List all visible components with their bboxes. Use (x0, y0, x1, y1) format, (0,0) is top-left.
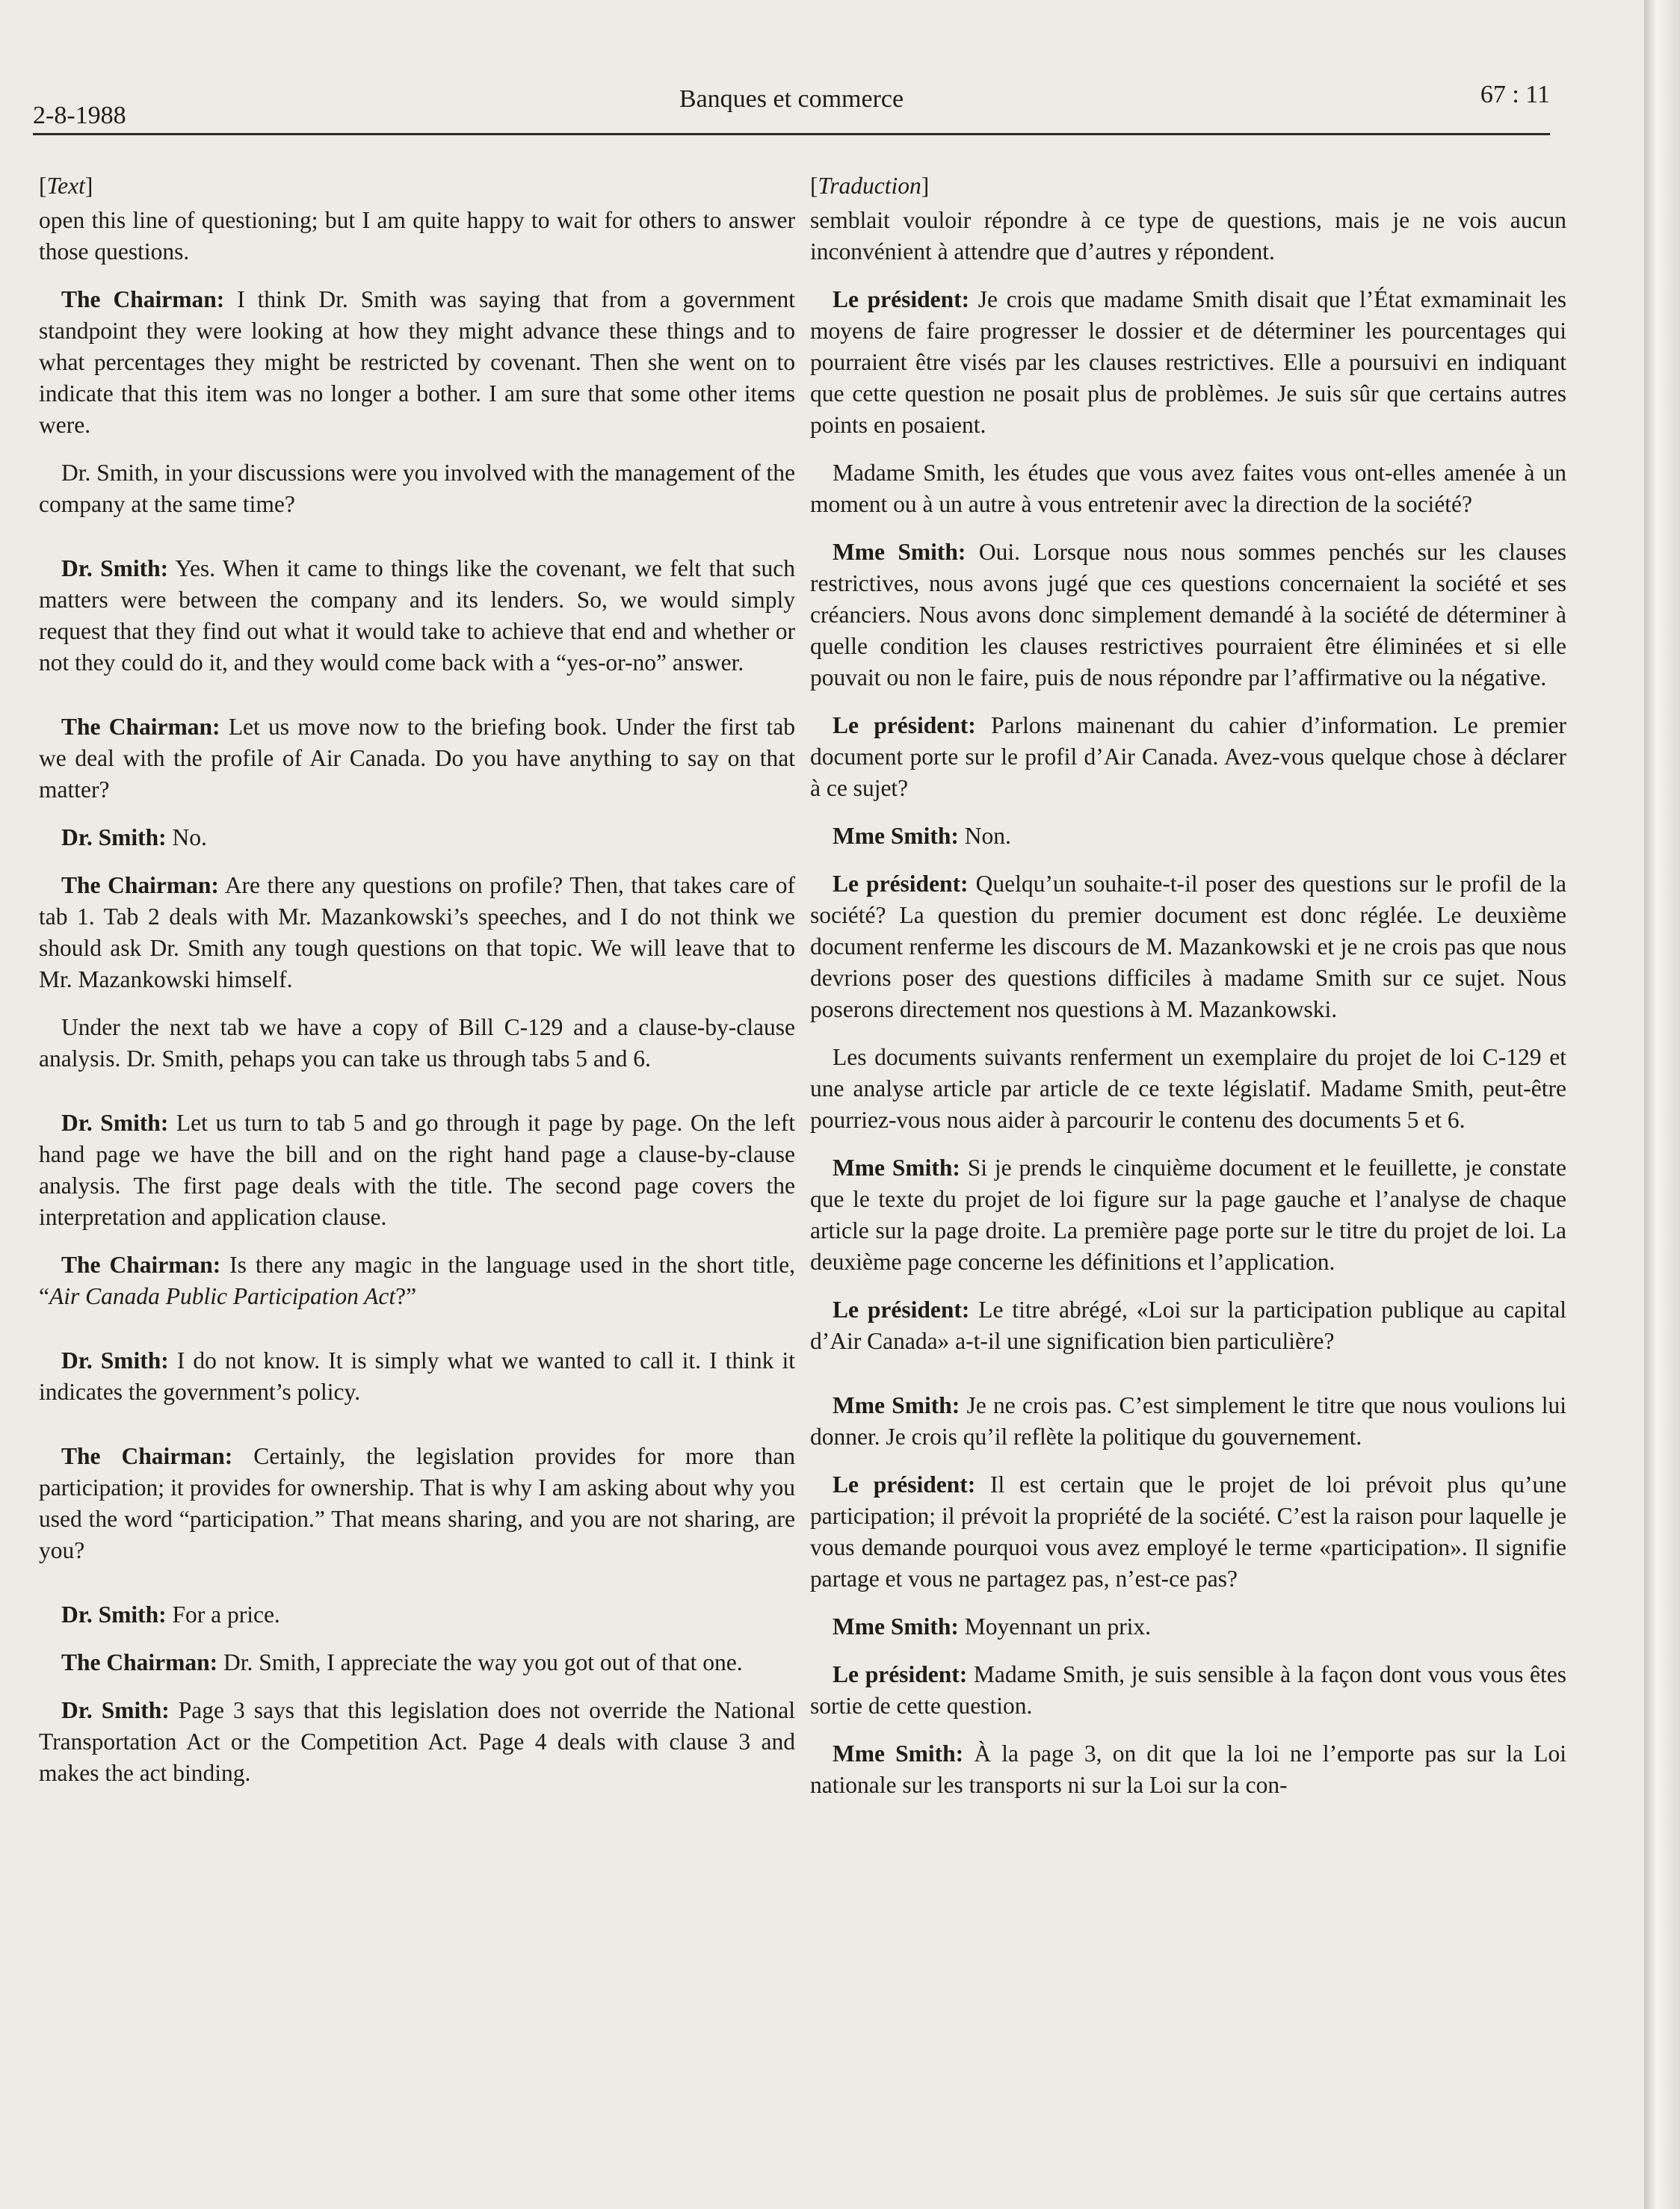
header-page-number: 67 : 11 (1480, 81, 1550, 108)
paragraph: Le président: Il est certain que le projet de loi prévoit plus qu’une participation; il prévoit la propriété de la société. C’est la raison pour laquelle je vous demande pourquoi vous avez employé le terme «participation». Il signifie partage et vous ne partagez pas, n’est-ce pas? (810, 1471, 1567, 1592)
speaker-label: Le président: (833, 712, 976, 738)
speaker-label: Mme Smith: (833, 823, 959, 849)
paragraph: Dr. Smith: For a price. (61, 1601, 280, 1628)
paragraph: Madame Smith, les études que vous avez faites vous ont-elles amenée à un moment ou à un autre à vous entretenir avec la direction de la société? (810, 460, 1566, 517)
header-title: Banques et commerce (679, 85, 904, 113)
paragraph: Dr. Smith: Yes. When it came to things like the covenant, we felt that such matters were between the company and its lenders. So, we would simply request that they find out what it would take to achieve that end and whether or not they could do it, and they would come back with a “yes-or-no” answer. (39, 555, 795, 676)
paragraph: Dr. Smith: No. (61, 824, 207, 850)
paragraph: Dr. Smith: Let us turn to tab 5 and go through it page by page. On the left hand page we have the bill and on the right hand page a clause-by-clause analysis. The first page deals with the title. The second page covers the interpretation and application clause. (39, 1110, 795, 1230)
speaker-label: Le président: (833, 1471, 976, 1498)
paragraph: Mme Smith: Si je prends le cinquième document et le feuillette, je constate que le texte du projet de loi figure sur la page gauche et l’analyse de chaque article sur la page droite. La première page porte sur le titre du projet de loi. La deuxième page concerne les définitions et l’application. (810, 1155, 1566, 1275)
header-date: 2-8-1988 (33, 102, 126, 129)
paragraph: Mme Smith: Non. (833, 823, 1011, 849)
speaker-label: Mme Smith: (833, 1392, 960, 1418)
speaker-label: Le président: (833, 1297, 970, 1323)
speaker-label: Mme Smith: (833, 539, 966, 565)
paragraph: Mme Smith: Je ne crois pas. C’est simplement le titre que nous voulions lui donner. Je crois qu’il reflète la politique du gouvernement. (810, 1392, 1566, 1450)
speaker-label: Le président: (833, 1661, 968, 1687)
paragraph: The Chairman: Certainly, the legislation provides for more than participation; it provides for ownership. That is why I am asking about why you used the word “participation.” That means sharing, and you are not sharing, are you? (39, 1443, 795, 1563)
speaker-label: Dr. Smith: (61, 824, 167, 850)
paragraph: Le président: Parlons mainenant du cahier d’information. Le premier document porte sur le profil d’Air Canada. Avez-vous quelque chose à déclarer à ce sujet? (810, 712, 1566, 801)
paragraph: Mme Smith: Moyennant un prix. (833, 1613, 1152, 1640)
speaker-label: The Chairman: (61, 872, 219, 898)
bill-short-title: Air Canada Public Participation Act (49, 1283, 396, 1309)
speaker-label: Dr. Smith: (61, 1110, 169, 1136)
language-label: [Traduction] (810, 173, 930, 199)
header-rule (33, 133, 1550, 135)
speaker-label: Mme Smith: (833, 1155, 960, 1181)
speaker-label: Dr. Smith: (61, 555, 169, 581)
paragraph: The Chairman: Let us move now to the briefing book. Under the first tab we deal with the profile of Air Canada. Do you have anything to say on that matter? (39, 714, 796, 803)
paragraph: Under the next tab we have a copy of Bill C-129 and a clause-by-clause analysis. Dr. Smith, pehaps you can take us through tabs 5 and 6. (39, 1014, 795, 1072)
paragraph: The Chairman: Are there any questions on profile? Then, that takes care of tab 1. Tab 2 deals with Mr. Mazankowski’s speeches, and I do not think we should ask Dr. Smith any tough questions on that topic. We will leave that to Mr. Mazankowski himself. (39, 872, 795, 992)
paragraph: Le président: Quelqu’un souhaite-t-il poser des questions sur le profil de la société? La question du premier document est donc réglée. Le deuxième document renferme les discours de M. Mazankowski et je ne crois pas que nous devrions poser des questions difficiles à madame Smith sur ce sujet. Nous poserons directement nos questions à M. Mazankowski. (810, 871, 1566, 1022)
page-edge (1644, 0, 1680, 2209)
speaker-label: Mme Smith: (833, 1740, 964, 1767)
paragraph: Le président: Le titre abrégé, «Loi sur la participation publique au capital d’Air Canada» a-t-il une signification bien particulière? (810, 1297, 1567, 1354)
paragraph: open this line of questioning; but I am quite happy to wait for others to answer those questions. (39, 207, 795, 265)
paragraph: Le président: Je crois que madame Smith disait que l’État exmaminait les moyens de faire progresser le dossier et de déterminer les pourcentages qui pourraient être visés par les clauses restrictives. Elle a poursuivi en indiquant que cette question ne posait plus de problèmes. Je suis sûr que certains autres points en posaient. (810, 286, 1567, 438)
speaker-label: The Chairman: (61, 1443, 233, 1469)
speaker-label: Le président: (833, 871, 969, 897)
paragraph: semblait vouloir répondre à ce type de questions, mais je ne vois aucun inconvénient à attendre que d’autres y répondent. (810, 207, 1566, 265)
speaker-label: Mme Smith: (833, 1613, 959, 1640)
paragraph: The Chairman: I think Dr. Smith was saying that from a government standpoint they were looking at how they might advance these things and to what percentages they might be restricted by covenant. Then she went on to indicate that this item was no longer a bother. I am sure that some other items were. (39, 286, 795, 438)
speaker-label: Dr. Smith: (61, 1347, 169, 1374)
paragraph: The Chairman: Dr. Smith, I appreciate the way you got out of that one. (61, 1649, 743, 1675)
language-label: [Text] (39, 173, 93, 199)
speaker-label: The Chairman: (61, 286, 225, 312)
speaker-label: The Chairman: (61, 1649, 218, 1675)
french-column (810, 170, 1566, 1817)
speaker-label: Dr. Smith: (61, 1697, 170, 1723)
speaker-label: The Chairman: (61, 1252, 221, 1278)
speaker-label: The Chairman: (61, 714, 220, 740)
paragraph: Mme Smith: Oui. Lorsque nous nous sommes penchés sur les clauses restrictives, nous avons jugé que ces questions concernaient la société et ses créanciers. Nous avons donc simplement demandé à la société de déterminer à quelle condition les clauses restrictives pourraient être éliminées et si elle pouvait ou non le faire, puis de nous répondre par l’affirmative ou la négative. (810, 539, 1566, 690)
paragraph: The Chairman: Is there any magic in the language used in the short title, “Air Canada Public Participation Act?” (39, 1252, 796, 1309)
paragraph: Le président: Madame Smith, je suis sensible à la façon dont vous vous êtes sortie de cette question. (810, 1661, 1567, 1719)
english-column (39, 170, 795, 1805)
page-header (33, 75, 1550, 135)
speaker-label: Le président: (833, 286, 970, 312)
paragraph: Les documents suivants renferment un exemplaire du projet de loi C-129 et une analyse article par article de ce texte législatif. Madame Smith, peut-être pourriez-vous nous aider à parcourir le contenu des documents 5 et 6. (810, 1044, 1566, 1133)
paragraph: Mme Smith: À la page 3, on dit que la loi ne l’emporte pas sur la Loi nationale sur les transports ni sur la Loi sur la con- (810, 1740, 1566, 1798)
paragraph: Dr. Smith: Page 3 says that this legislation does not override the National Transportation Act or the Competition Act. Page 4 deals with clause 3 and makes the act binding. (39, 1697, 795, 1786)
speaker-label: Dr. Smith: (61, 1601, 167, 1628)
paragraph: Dr. Smith, in your discussions were you involved with the management of the company at the same time? (39, 460, 795, 517)
paragraph: Dr. Smith: I do not know. It is simply what we wanted to call it. I think it indicates the government’s policy. (39, 1347, 795, 1405)
